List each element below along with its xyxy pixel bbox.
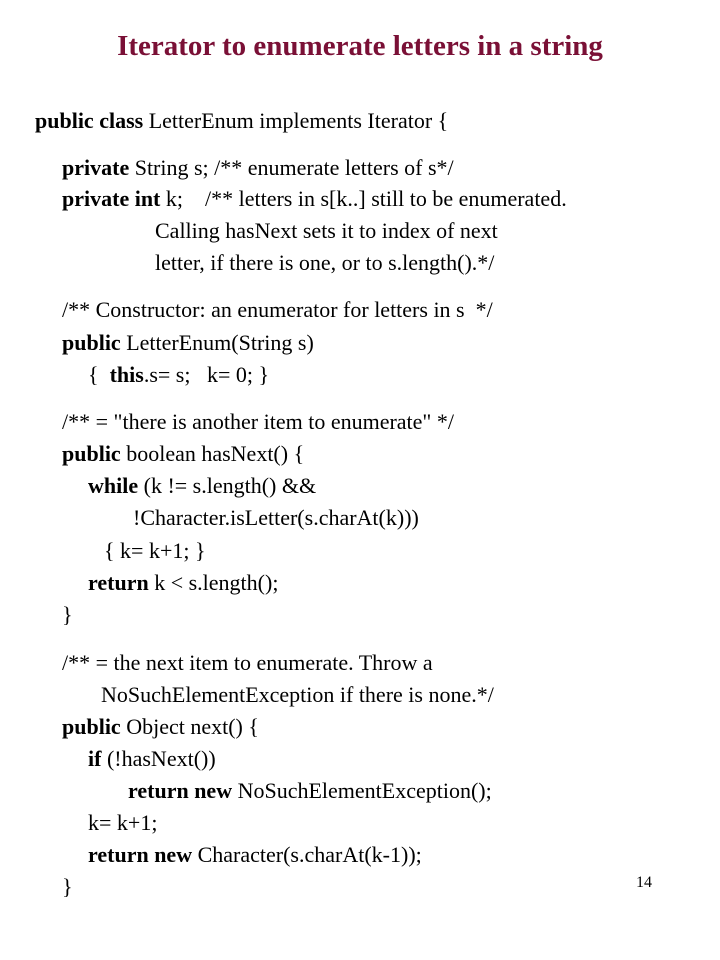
class-declaration-line: public class LetterEnum implements Iterator { — [35, 108, 449, 133]
while-condition-line: !Character.isLetter(s.charAt(k))) — [133, 505, 419, 530]
next-comment-line: NoSuchElementException if there is none.*/ — [101, 682, 494, 707]
hasnext-close-line: } — [62, 602, 73, 627]
increment-line: k= k+1; — [88, 810, 158, 835]
slide-title: Iterator to enumerate letters in a string — [117, 30, 603, 62]
page-number: 14 — [636, 874, 652, 891]
field-s-line: private String s; /** enumerate letters of s*/ — [62, 155, 454, 180]
constructor-comment-line: /** Constructor: an enumerator for letters in s */ — [62, 297, 493, 322]
field-k-comment-line: letter, if there is one, or to s.length().*/ — [155, 250, 495, 275]
hasnext-return-line: return k < s.length(); — [88, 570, 279, 595]
next-comment-line: /** = the next item to enumerate. Throw a — [62, 650, 433, 675]
while-line: while (k != s.length() && — [88, 473, 317, 498]
field-k-line: private int k; /** letters in s[k..] still to be enumerated. — [62, 186, 567, 211]
hasnext-signature-line: public boolean hasNext() { — [62, 441, 305, 466]
next-return-line: return new Character(s.charAt(k-1)); — [88, 842, 422, 867]
field-k-comment-line: Calling hasNext sets it to index of next — [155, 218, 498, 243]
constructor-signature-line: public LetterEnum(String s) — [62, 330, 314, 355]
while-body-line: { k= k+1; } — [104, 538, 206, 563]
throw-line: return new NoSuchElementException(); — [128, 778, 492, 803]
constructor-body-line: { this.s= s; k= 0; } — [88, 362, 270, 387]
next-close-line: } — [62, 874, 73, 899]
hasnext-comment-line: /** = "there is another item to enumerate" */ — [62, 409, 455, 434]
if-line: if (!hasNext()) — [88, 746, 216, 771]
next-signature-line: public Object next() { — [62, 714, 259, 739]
